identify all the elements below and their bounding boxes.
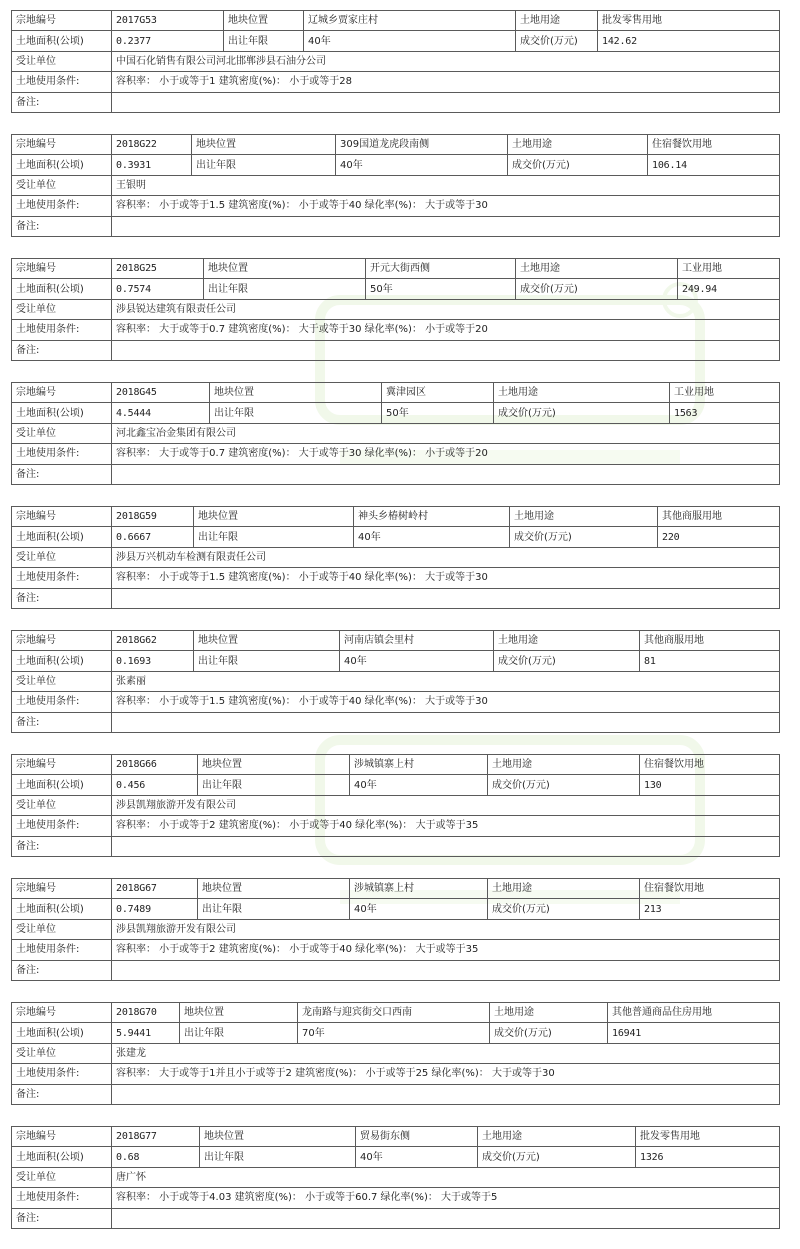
label-conditions: 土地使用条件: bbox=[12, 940, 112, 960]
conditions-value: 容积率： 大于或等于1并且小于或等于2 建筑密度(%)： 小于或等于25 绿化率(%)： 大于或等于30 bbox=[112, 1064, 780, 1084]
label-term: 出让年限 bbox=[198, 775, 350, 795]
use-value: 住宿餐饮用地 bbox=[640, 755, 780, 775]
parcel-row-remarks bbox=[12, 712, 780, 732]
parcel-row-buyer bbox=[12, 423, 780, 443]
use-value: 其他商服用地 bbox=[658, 507, 780, 527]
label-location: 地块位置 bbox=[198, 755, 350, 775]
parcel-row-header bbox=[12, 1003, 780, 1023]
label-remarks: 备注: bbox=[12, 464, 112, 484]
label-term: 出让年限 bbox=[198, 899, 350, 919]
parcel-row-remarks bbox=[12, 464, 780, 484]
label-use: 土地用途 bbox=[494, 631, 640, 651]
remarks-value bbox=[112, 1084, 780, 1104]
term-value: 40年 bbox=[356, 1147, 478, 1167]
parcel-row-remarks bbox=[12, 92, 780, 112]
label-remarks: 备注: bbox=[12, 1084, 112, 1104]
parcel-table-5 bbox=[11, 630, 780, 733]
label-conditions: 土地使用条件: bbox=[12, 320, 112, 340]
parcel-row-area bbox=[12, 403, 780, 423]
location-value: 涉城镇寨上村 bbox=[350, 755, 488, 775]
label-buyer: 受让单位 bbox=[12, 423, 112, 443]
parcel-row-buyer bbox=[12, 795, 780, 815]
label-area: 土地面积(公顷) bbox=[12, 1147, 112, 1167]
location-value: 辽城乡贾家庄村 bbox=[304, 11, 516, 31]
label-area: 土地面积(公顷) bbox=[12, 651, 112, 671]
parcel-table-2 bbox=[11, 258, 780, 361]
conditions-value: 容积率： 小于或等于1 建筑密度(%)： 小于或等于28 bbox=[112, 72, 780, 92]
buyer-value: 王银明 bbox=[112, 175, 780, 195]
label-parcel-no: 宗地编号 bbox=[12, 631, 112, 651]
label-term: 出让年限 bbox=[210, 403, 382, 423]
price-value: 16941 bbox=[608, 1023, 780, 1043]
label-parcel-no: 宗地编号 bbox=[12, 755, 112, 775]
label-term: 出让年限 bbox=[194, 527, 354, 547]
label-term: 出让年限 bbox=[192, 155, 336, 175]
parcel-row-area bbox=[12, 279, 780, 299]
label-location: 地块位置 bbox=[198, 879, 350, 899]
term-value: 70年 bbox=[298, 1023, 490, 1043]
parcel-row-header bbox=[12, 135, 780, 155]
conditions-value: 容积率： 大于或等于0.7 建筑密度(%)： 大于或等于30 绿化率(%)： 小于或等于20 bbox=[112, 320, 780, 340]
parcel-row-remarks bbox=[12, 1208, 780, 1228]
label-area: 土地面积(公顷) bbox=[12, 775, 112, 795]
label-buyer: 受让单位 bbox=[12, 547, 112, 567]
buyer-value: 涉县凯翔旅游开发有限公司 bbox=[112, 795, 780, 815]
label-use: 土地用途 bbox=[510, 507, 658, 527]
label-term: 出让年限 bbox=[180, 1023, 298, 1043]
label-area: 土地面积(公顷) bbox=[12, 899, 112, 919]
remarks-value bbox=[112, 836, 780, 856]
label-use: 土地用途 bbox=[488, 755, 640, 775]
parcel-row-remarks bbox=[12, 836, 780, 856]
label-remarks: 备注: bbox=[12, 836, 112, 856]
parcel-row-remarks bbox=[12, 1084, 780, 1104]
parcel-row-conditions bbox=[12, 816, 780, 836]
parcel-row-conditions bbox=[12, 320, 780, 340]
term-value: 50年 bbox=[366, 279, 516, 299]
parcel-row-buyer bbox=[12, 547, 780, 567]
area-value: 0.3931 bbox=[112, 155, 192, 175]
label-price: 成交价(万元) bbox=[488, 899, 640, 919]
parcel-table-0 bbox=[11, 10, 780, 113]
label-use: 土地用途 bbox=[516, 259, 678, 279]
use-value: 批发零售用地 bbox=[636, 1127, 780, 1147]
parcel-row-buyer bbox=[12, 175, 780, 195]
remarks-value bbox=[112, 1208, 780, 1228]
label-buyer: 受让单位 bbox=[12, 1167, 112, 1187]
area-value: 0.68 bbox=[112, 1147, 200, 1167]
parcel-no-value: 2018G77 bbox=[112, 1127, 200, 1147]
price-value: 130 bbox=[640, 775, 780, 795]
parcel-row-area bbox=[12, 1023, 780, 1043]
label-location: 地块位置 bbox=[210, 383, 382, 403]
parcel-row-conditions bbox=[12, 72, 780, 92]
parcel-row-header bbox=[12, 631, 780, 651]
label-conditions: 土地使用条件: bbox=[12, 196, 112, 216]
parcel-row-area bbox=[12, 775, 780, 795]
label-buyer: 受让单位 bbox=[12, 51, 112, 71]
label-term: 出让年限 bbox=[224, 31, 304, 51]
parcel-table-8 bbox=[11, 1002, 780, 1105]
parcel-no-value: 2018G62 bbox=[112, 631, 194, 651]
parcel-no-value: 2018G66 bbox=[112, 755, 198, 775]
remarks-value bbox=[112, 464, 780, 484]
label-location: 地块位置 bbox=[204, 259, 366, 279]
remarks-value bbox=[112, 588, 780, 608]
term-value: 40年 bbox=[340, 651, 494, 671]
use-value: 其他普通商品住房用地 bbox=[608, 1003, 780, 1023]
parcel-table-6 bbox=[11, 754, 780, 857]
label-conditions: 土地使用条件: bbox=[12, 72, 112, 92]
parcel-row-header bbox=[12, 259, 780, 279]
label-conditions: 土地使用条件: bbox=[12, 444, 112, 464]
parcel-row-conditions bbox=[12, 1188, 780, 1208]
label-buyer: 受让单位 bbox=[12, 299, 112, 319]
label-remarks: 备注: bbox=[12, 712, 112, 732]
label-use: 土地用途 bbox=[516, 11, 598, 31]
price-value: 81 bbox=[640, 651, 780, 671]
conditions-value: 容积率： 小于或等于1.5 建筑密度(%)： 小于或等于40 绿化率(%)： 大于或等于30 bbox=[112, 692, 780, 712]
term-value: 50年 bbox=[382, 403, 494, 423]
label-price: 成交价(万元) bbox=[508, 155, 648, 175]
parcel-row-conditions bbox=[12, 196, 780, 216]
label-conditions: 土地使用条件: bbox=[12, 568, 112, 588]
parcel-row-buyer bbox=[12, 299, 780, 319]
location-value: 贸易街东侧 bbox=[356, 1127, 478, 1147]
label-use: 土地用途 bbox=[508, 135, 648, 155]
parcel-row-conditions bbox=[12, 692, 780, 712]
conditions-value: 容积率： 小于或等于2 建筑密度(%)： 小于或等于40 绿化率(%)： 大于或等于35 bbox=[112, 940, 780, 960]
use-value: 其他商服用地 bbox=[640, 631, 780, 651]
buyer-value: 河北鑫宝冶金集团有限公司 bbox=[112, 423, 780, 443]
label-buyer: 受让单位 bbox=[12, 1043, 112, 1063]
area-value: 5.9441 bbox=[112, 1023, 180, 1043]
label-conditions: 土地使用条件: bbox=[12, 1188, 112, 1208]
label-buyer: 受让单位 bbox=[12, 795, 112, 815]
label-area: 土地面积(公顷) bbox=[12, 1023, 112, 1043]
use-value: 工业用地 bbox=[678, 259, 780, 279]
label-price: 成交价(万元) bbox=[516, 279, 678, 299]
parcel-row-conditions bbox=[12, 568, 780, 588]
label-remarks: 备注: bbox=[12, 340, 112, 360]
parcel-row-remarks bbox=[12, 216, 780, 236]
label-parcel-no: 宗地编号 bbox=[12, 1127, 112, 1147]
conditions-value: 容积率： 小于或等于1.5 建筑密度(%)： 小于或等于40 绿化率(%)： 大于或等于30 bbox=[112, 196, 780, 216]
label-price: 成交价(万元) bbox=[510, 527, 658, 547]
label-area: 土地面积(公顷) bbox=[12, 527, 112, 547]
label-buyer: 受让单位 bbox=[12, 175, 112, 195]
area-value: 0.2377 bbox=[112, 31, 224, 51]
parcel-row-buyer bbox=[12, 51, 780, 71]
parcel-row-conditions bbox=[12, 940, 780, 960]
use-value: 工业用地 bbox=[670, 383, 780, 403]
term-value: 40年 bbox=[350, 775, 488, 795]
location-value: 开元大街西侧 bbox=[366, 259, 516, 279]
parcel-row-conditions bbox=[12, 444, 780, 464]
buyer-value: 张素丽 bbox=[112, 671, 780, 691]
remarks-value bbox=[112, 92, 780, 112]
parcel-no-value: 2017G53 bbox=[112, 11, 224, 31]
price-value: 1326 bbox=[636, 1147, 780, 1167]
parcel-no-value: 2018G25 bbox=[112, 259, 204, 279]
location-value: 涉城镇寨上村 bbox=[350, 879, 488, 899]
parcel-row-remarks bbox=[12, 960, 780, 980]
conditions-value: 容积率： 小于或等于4.03 建筑密度(%)： 小于或等于60.7 绿化率(%)： 大于或等于5 bbox=[112, 1188, 780, 1208]
buyer-value: 涉县万兴机动车检测有限责任公司 bbox=[112, 547, 780, 567]
conditions-value: 容积率： 小于或等于1.5 建筑密度(%)： 小于或等于40 绿化率(%)： 大于或等于30 bbox=[112, 568, 780, 588]
parcel-row-remarks bbox=[12, 588, 780, 608]
label-conditions: 土地使用条件: bbox=[12, 816, 112, 836]
parcel-row-header bbox=[12, 879, 780, 899]
remarks-value bbox=[112, 340, 780, 360]
label-price: 成交价(万元) bbox=[488, 775, 640, 795]
location-value: 309国道龙虎段南侧 bbox=[336, 135, 508, 155]
label-location: 地块位置 bbox=[192, 135, 336, 155]
label-term: 出让年限 bbox=[204, 279, 366, 299]
buyer-value: 涉县锐达建筑有限责任公司 bbox=[112, 299, 780, 319]
buyer-value: 唐广怀 bbox=[112, 1167, 780, 1187]
use-value: 住宿餐饮用地 bbox=[640, 879, 780, 899]
label-parcel-no: 宗地编号 bbox=[12, 383, 112, 403]
parcel-row-buyer bbox=[12, 1167, 780, 1187]
price-value: 220 bbox=[658, 527, 780, 547]
parcel-row-buyer bbox=[12, 1043, 780, 1063]
remarks-value bbox=[112, 712, 780, 732]
parcel-no-value: 2018G22 bbox=[112, 135, 192, 155]
label-parcel-no: 宗地编号 bbox=[12, 879, 112, 899]
area-value: 0.7574 bbox=[112, 279, 204, 299]
price-value: 1563 bbox=[670, 403, 780, 423]
area-value: 4.5444 bbox=[112, 403, 210, 423]
location-value: 龙南路与迎宾街交口西南 bbox=[298, 1003, 490, 1023]
label-location: 地块位置 bbox=[200, 1127, 356, 1147]
parcel-row-area bbox=[12, 651, 780, 671]
label-price: 成交价(万元) bbox=[494, 651, 640, 671]
watermark-logo-icon bbox=[300, 270, 720, 970]
parcel-row-buyer bbox=[12, 919, 780, 939]
parcel-row-header bbox=[12, 11, 780, 31]
label-area: 土地面积(公顷) bbox=[12, 31, 112, 51]
label-buyer: 受让单位 bbox=[12, 919, 112, 939]
label-conditions: 土地使用条件: bbox=[12, 692, 112, 712]
area-value: 0.7489 bbox=[112, 899, 198, 919]
term-value: 40年 bbox=[350, 899, 488, 919]
parcel-row-conditions bbox=[12, 1064, 780, 1084]
parcel-no-value: 2018G45 bbox=[112, 383, 210, 403]
term-value: 40年 bbox=[304, 31, 516, 51]
label-parcel-no: 宗地编号 bbox=[12, 507, 112, 527]
label-location: 地块位置 bbox=[194, 631, 340, 651]
parcel-table-7 bbox=[11, 878, 780, 981]
location-value: 神头乡椿树岭村 bbox=[354, 507, 510, 527]
buyer-value: 涉县凯翔旅游开发有限公司 bbox=[112, 919, 780, 939]
area-value: 0.456 bbox=[112, 775, 198, 795]
label-location: 地块位置 bbox=[194, 507, 354, 527]
label-parcel-no: 宗地编号 bbox=[12, 259, 112, 279]
label-use: 土地用途 bbox=[488, 879, 640, 899]
label-remarks: 备注: bbox=[12, 216, 112, 236]
label-parcel-no: 宗地编号 bbox=[12, 135, 112, 155]
price-value: 213 bbox=[640, 899, 780, 919]
label-remarks: 备注: bbox=[12, 960, 112, 980]
label-location: 地块位置 bbox=[180, 1003, 298, 1023]
label-area: 土地面积(公顷) bbox=[12, 403, 112, 423]
price-value: 142.62 bbox=[598, 31, 780, 51]
label-location: 地块位置 bbox=[224, 11, 304, 31]
label-price: 成交价(万元) bbox=[494, 403, 670, 423]
parcel-row-header bbox=[12, 507, 780, 527]
label-use: 土地用途 bbox=[478, 1127, 636, 1147]
parcel-row-area bbox=[12, 155, 780, 175]
remarks-value bbox=[112, 216, 780, 236]
parcel-row-area bbox=[12, 31, 780, 51]
label-remarks: 备注: bbox=[12, 1208, 112, 1228]
conditions-value: 容积率： 大于或等于0.7 建筑密度(%)： 大于或等于30 绿化率(%)： 小于或等于20 bbox=[112, 444, 780, 464]
parcel-no-value: 2018G67 bbox=[112, 879, 198, 899]
term-value: 40年 bbox=[354, 527, 510, 547]
label-parcel-no: 宗地编号 bbox=[12, 1003, 112, 1023]
label-area: 土地面积(公顷) bbox=[12, 279, 112, 299]
parcel-table-9 bbox=[11, 1126, 780, 1229]
parcel-row-header bbox=[12, 1127, 780, 1147]
term-value: 40年 bbox=[336, 155, 508, 175]
area-value: 0.6667 bbox=[112, 527, 194, 547]
parcel-table-3 bbox=[11, 382, 780, 485]
parcel-row-remarks bbox=[12, 340, 780, 360]
conditions-value: 容积率： 小于或等于2 建筑密度(%)： 小于或等于40 绿化率(%)： 大于或等于35 bbox=[112, 816, 780, 836]
label-conditions: 土地使用条件: bbox=[12, 1064, 112, 1084]
label-term: 出让年限 bbox=[194, 651, 340, 671]
label-term: 出让年限 bbox=[200, 1147, 356, 1167]
label-area: 土地面积(公顷) bbox=[12, 155, 112, 175]
location-value: 冀津园区 bbox=[382, 383, 494, 403]
area-value: 0.1693 bbox=[112, 651, 194, 671]
label-use: 土地用途 bbox=[490, 1003, 608, 1023]
use-value: 批发零售用地 bbox=[598, 11, 780, 31]
remarks-value bbox=[112, 960, 780, 980]
parcel-row-header bbox=[12, 383, 780, 403]
label-remarks: 备注: bbox=[12, 92, 112, 112]
buyer-value: 张建龙 bbox=[112, 1043, 780, 1063]
label-remarks: 备注: bbox=[12, 588, 112, 608]
label-price: 成交价(万元) bbox=[490, 1023, 608, 1043]
price-value: 249.94 bbox=[678, 279, 780, 299]
label-use: 土地用途 bbox=[494, 383, 670, 403]
parcel-row-area bbox=[12, 899, 780, 919]
label-buyer: 受让单位 bbox=[12, 671, 112, 691]
parcel-row-header bbox=[12, 755, 780, 775]
use-value: 住宿餐饮用地 bbox=[648, 135, 780, 155]
label-price: 成交价(万元) bbox=[516, 31, 598, 51]
buyer-value: 中国石化销售有限公司河北邯郸涉县石油分公司 bbox=[112, 51, 780, 71]
parcel-row-area bbox=[12, 1147, 780, 1167]
parcel-row-area bbox=[12, 527, 780, 547]
parcel-table-1 bbox=[11, 134, 780, 237]
location-value: 河南店镇会里村 bbox=[340, 631, 494, 651]
label-parcel-no: 宗地编号 bbox=[12, 11, 112, 31]
parcel-no-value: 2018G59 bbox=[112, 507, 194, 527]
parcel-table-4 bbox=[11, 506, 780, 609]
label-price: 成交价(万元) bbox=[478, 1147, 636, 1167]
price-value: 106.14 bbox=[648, 155, 780, 175]
parcel-row-buyer bbox=[12, 671, 780, 691]
parcel-no-value: 2018G70 bbox=[112, 1003, 180, 1023]
